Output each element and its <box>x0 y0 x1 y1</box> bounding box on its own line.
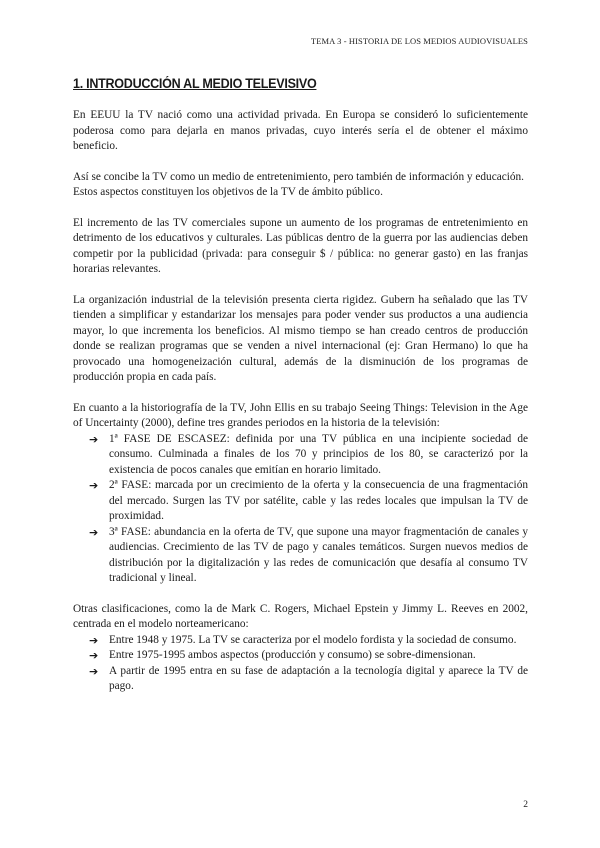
arrow-bullet-icon: ➔ <box>89 432 99 446</box>
paragraph-commercial-tv: El incremento de las TV comerciales supone un aumento de los programas de entretenimiento en detrimento de los educativos y culturales. Las públicas dentro de la guerra por las audiencias deben competir por la publicidad (privada: para conseguir $ / pública: no generar gasto) en las franjas horarias relevantes. <box>73 216 528 275</box>
list-item-text: 3ª FASE: abundancia en la oferta de TV, que supone una mayor fragmentación de canales y audiencias. Crecimiento de las TV de pago y canales temáticos. Surgen nuevos medios de distribución por la digitalización y las redes de comunicación que desafía al consumo TV tradicional y lineal. <box>109 525 528 584</box>
list-item <box>89 633 528 649</box>
paragraph-public-objectives: Estos aspectos constituyen los objetivos de la TV de ámbito público. <box>73 186 383 198</box>
list-item-text: 2ª FASE: marcada por un crecimiento de la oferta y la consecuencia de una fragmentación del mercado. Surgen las TV por satélite, cable y las redes locales que impulsan la TV de proximidad. <box>109 479 528 522</box>
list-item <box>89 432 528 479</box>
arrow-bullet-icon: ➔ <box>89 649 99 662</box>
arrow-bullet-icon: ➔ <box>89 479 99 492</box>
arrow-bullet-icon: ➔ <box>89 525 99 539</box>
page-number: 2 <box>523 800 528 810</box>
list-item-text: 1ª FASE DE ESCASEZ: definida por una TV pública en una incipiente sociedad de consumo. Culminada a finales de los 70 y principios de los 80, se caracterizó por la existencia de pocos canales que emitían en horario limitado. <box>109 432 528 476</box>
list-item <box>89 648 528 664</box>
rogers-periods-list <box>73 633 528 695</box>
body-content <box>73 108 528 710</box>
list-item <box>89 664 528 695</box>
arrow-bullet-icon: ➔ <box>89 664 99 678</box>
section-title: 1. INTRODUCCIÓN AL MEDIO TELEVISIVO <box>73 76 317 91</box>
paragraph-tv-origin: En EEUU la TV nació como una actividad privada. En Europa se consideró lo suficientemente poderosa como para dejarla en manos privadas, cuyo interés sería el de obtener el máximo beneficio. <box>73 109 528 152</box>
arrow-bullet-icon: ➔ <box>89 633 99 647</box>
list-item <box>89 525 528 587</box>
paragraph-industrial-organization: La organización industrial de la televisión presenta cierta rigidez. Gubern ha señalado que las TV tienden a simplificar y estandarizar los mensajes para poder vender sus productos a una audiencia mayor, lo que incrementa los beneficios. Al mismo tiempo se han creado centros de producción donde se realizan programas que se venden a nivel internacional (ej: Gran Hermano) lo que ha provocado una homogeneización cultural, además de la disminución de los programas de producción propia en cada país. <box>73 293 528 383</box>
running-header: TEMA 3 - HISTORIA DE LOS MEDIOS AUDIOVISUALES <box>310 36 528 46</box>
paragraph-rogers-intro: Otras clasificaciones, como la de Mark C. Rogers, Michael Epstein y Jimmy L. Reeves en 2002, centrada en el modelo norteamericano: <box>73 602 528 630</box>
list-item-text: A partir de 1995 entra en su fase de adaptación a la tecnología digital y aparece la TV de pago. <box>109 664 528 692</box>
paragraph-tv-concept: Así se concibe la TV como un medio de entretenimiento, pero también de información y educación. <box>73 170 525 183</box>
list-item-text: Entre 1948 y 1975. La TV se caracteriza por el modelo fordista y la sociedad de consumo. <box>109 633 517 646</box>
list-item <box>89 478 528 525</box>
paragraph-ellis-intro: En cuanto a la historiografía de la TV, John Ellis en su trabajo Seeing Things: Television in the Age of Uncertainty (2000), define tres grandes periodos en la historia de la televisión: <box>73 401 528 429</box>
ellis-periods-list <box>73 432 528 587</box>
list-item-text: Entre 1975-1995 ambos aspectos (producción y consumo) se sobre-dimensionan. <box>109 649 476 661</box>
